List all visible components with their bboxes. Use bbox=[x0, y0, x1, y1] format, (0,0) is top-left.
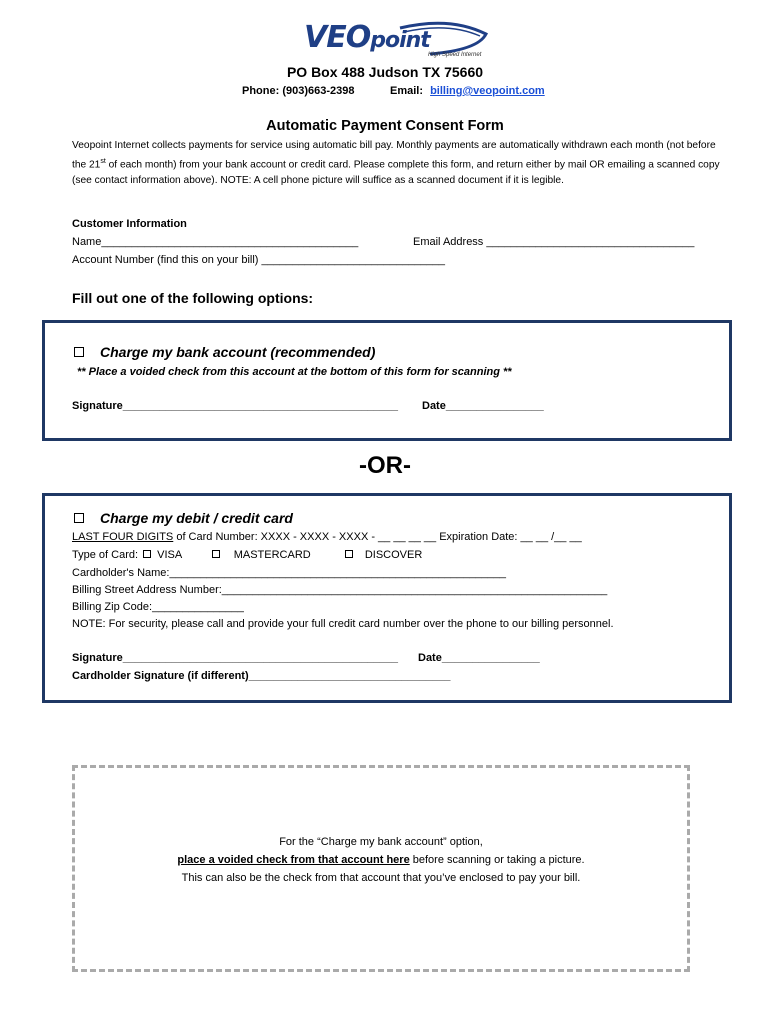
voided-check-area bbox=[72, 765, 690, 972]
company-address: PO Box 488 Judson TX 75660 bbox=[286, 64, 484, 80]
mastercard-checkbox[interactable] bbox=[212, 550, 220, 558]
card-date-field[interactable]: Date________________ bbox=[418, 652, 540, 664]
form-title: Automatic Payment Consent Form bbox=[266, 118, 504, 134]
billing-address-field[interactable]: Billing Street Address Number:_______________________________________________________________ bbox=[72, 584, 608, 596]
email-link[interactable]: billing@veopoint.com bbox=[430, 85, 545, 97]
card-option-title[interactable]: Charge my debit / credit card bbox=[74, 510, 293, 526]
bank-date-field[interactable]: Date________________ bbox=[422, 400, 544, 412]
customer-info-heading: Customer Information bbox=[72, 218, 187, 230]
cardholder-signature-field[interactable]: Cardholder Signature (if different)_________________________________ bbox=[72, 670, 451, 682]
email-field[interactable]: Email Address __________________________________ bbox=[413, 236, 695, 248]
visa-checkbox[interactable] bbox=[143, 550, 151, 558]
name-field[interactable]: Name__________________________________________ bbox=[72, 236, 359, 248]
company-email: Email: billing@veopoint.com bbox=[390, 85, 545, 97]
cardholder-name-field[interactable]: Cardholder's Name:_______________________________________________________ bbox=[72, 567, 506, 579]
check-area-line-3: This can also be the check from that account that you’ve enclosed to pay your bill. bbox=[181, 872, 581, 884]
bank-option-title[interactable]: Charge my bank account (recommended) bbox=[74, 344, 375, 360]
bank-signature-field[interactable]: Signature_____________________________________________ bbox=[72, 400, 399, 412]
account-number-field[interactable]: Account Number (find this on your bill) ______________________________ bbox=[72, 254, 446, 266]
card-signature-field[interactable]: Signature_____________________________________________ bbox=[72, 652, 399, 664]
card-option-checkbox[interactable] bbox=[74, 513, 84, 523]
check-area-line-2: place a voided check from that account here before scanning or taking a picture. bbox=[177, 854, 585, 866]
check-area-line-1: For the “Charge my bank account” option, bbox=[279, 836, 483, 848]
bank-account-option-box bbox=[42, 320, 732, 441]
veopoint-logo bbox=[300, 20, 490, 64]
intro-paragraph: Veopoint Internet collects payments for service using automatic bill pay. Monthly payments are automatically withdrawn each month (not before the 21st of each month) from your bank account or credit card. Please complete this form, and return either by mail OR emailing a scanned copy (see contact information above). NOTE: A cell phone picture will suffice as a scanned document if it is legible. bbox=[72, 140, 720, 187]
logo-tagline: High Speed Internet bbox=[428, 52, 482, 58]
card-security-note: NOTE: For security, please call and provide your full credit card number over the phone to our billing personnel. bbox=[72, 618, 614, 630]
or-divider: -OR- bbox=[359, 452, 411, 479]
bank-voided-check-note: ** Place a voided check from this account at the bottom of this form for scanning ** bbox=[77, 366, 512, 378]
card-number-field[interactable]: LAST FOUR DIGITS of Card Number: XXXX - XXXX - XXXX - __ __ __ __ Expiration Date: __ __ /__ __ bbox=[72, 531, 582, 543]
billing-zip-field[interactable]: Billing Zip Code:_______________ bbox=[72, 601, 244, 613]
bank-option-checkbox[interactable] bbox=[74, 347, 84, 357]
card-type-row: Type of Card: VISA MASTERCARD DISCOVER bbox=[72, 549, 423, 561]
logo-text: VEOpoint bbox=[304, 20, 430, 55]
options-title: Fill out one of the following options: bbox=[72, 290, 314, 306]
discover-checkbox[interactable] bbox=[345, 550, 353, 558]
company-phone: Phone: (903)663-2398 bbox=[242, 85, 355, 97]
